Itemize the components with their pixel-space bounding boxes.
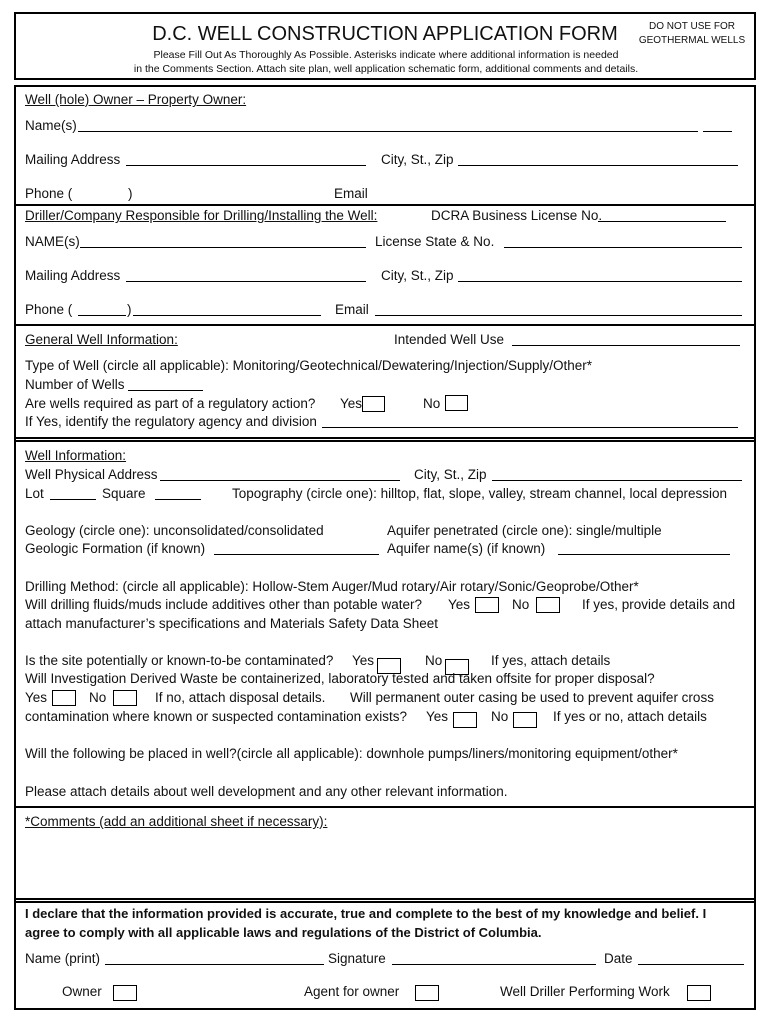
- casing-question: Will permanent outer casing be used to prevent aquifer cross: [350, 690, 714, 705]
- signature-label: Signature: [328, 951, 386, 966]
- driller-license-field[interactable]: [504, 247, 742, 248]
- regulatory-yes-label: Yes: [340, 396, 363, 411]
- section-divider: [16, 324, 755, 326]
- declaration-text-line-1: I declare that the information provided is accurate, true and complete to the best of my knowledge and belief. I: [25, 906, 707, 921]
- topography-options[interactable]: Topography (circle one): hilltop, flat, slope, valley, stream channel, local depression: [232, 486, 728, 501]
- driller-phone-label: Phone (: [25, 302, 73, 317]
- drilling-method-options[interactable]: Drilling Method: (circle all applicable): Hollow-Stem Auger/Mud rotary/Air rotary/Sonic/Geoprobe/Other*: [25, 579, 639, 594]
- regulatory-agency-field[interactable]: [322, 427, 738, 428]
- section-divider: [16, 204, 755, 206]
- comments-area[interactable]: [22, 834, 748, 894]
- idw-yes-label: Yes: [25, 690, 48, 705]
- fluids-yes-label: Yes: [448, 597, 471, 612]
- casing-no-label: No: [491, 709, 509, 724]
- intended-use-field[interactable]: [512, 345, 740, 346]
- lot-field[interactable]: [50, 499, 96, 500]
- driller-role-checkbox[interactable]: [687, 985, 711, 1001]
- driller-city-field[interactable]: [458, 281, 742, 282]
- well-info-heading: Well Information:: [25, 448, 127, 463]
- well-city-label: City, St., Zip: [414, 467, 487, 482]
- driller-role-label: Well Driller Performing Work: [500, 984, 670, 999]
- form-title: D.C. WELL CONSTRUCTION APPLICATION FORM: [152, 23, 618, 45]
- regulatory-yes-checkbox[interactable]: [362, 396, 385, 412]
- casing-question-continued: contamination where known or suspected contamination exists?: [25, 709, 407, 724]
- owner-names-extra-field[interactable]: [703, 131, 732, 132]
- geothermal-notice-line-1: DO NOT USE FOR: [649, 21, 735, 32]
- owner-role-label: Owner: [62, 984, 102, 999]
- form-instructions-line-1: Please Fill Out As Thoroughly As Possible. Asterisks indicate where additional information is needed: [153, 49, 619, 61]
- idw-question: Will Investigation Derived Waste be containerized, laboratory tested and taken offsite for proper disposal?: [25, 671, 655, 686]
- owner-mailing-field[interactable]: [126, 165, 366, 166]
- contaminated-no-label: No: [425, 653, 443, 668]
- driller-email-label: Email: [335, 302, 369, 317]
- owner-phone-close: ): [128, 186, 133, 201]
- owner-names-label: Name(s): [25, 118, 77, 133]
- general-section-heading: General Well Information:: [25, 332, 178, 347]
- owner-names-field[interactable]: [78, 131, 698, 132]
- owner-email-field[interactable]: [372, 186, 742, 204]
- owner-phone-label: Phone (: [25, 186, 73, 201]
- well-type-label[interactable]: Type of Well (circle all applicable): Monitoring/Geotechnical/Dewatering/Injection/Supply/Other*: [25, 358, 593, 373]
- number-of-wells-label: Number of Wells: [25, 377, 125, 392]
- agent-role-label: Agent for owner: [304, 984, 400, 999]
- placed-in-well-options[interactable]: Will the following be placed in well?(circle all applicable): downhole pumps/liners/monitoring equipment/other*: [25, 746, 678, 761]
- well-address-label: Well Physical Address: [25, 467, 158, 482]
- regulatory-question: Are wells required as part of a regulatory action?: [25, 396, 316, 411]
- driller-mailing-label: Mailing Address: [25, 268, 121, 283]
- driller-section-heading: Driller/Company Responsible for Drilling/Installing the Well:: [25, 208, 378, 223]
- dcra-license-label: DCRA Business License No.: [431, 208, 603, 223]
- aquifer-name-field[interactable]: [558, 554, 730, 555]
- owner-phone-field[interactable]: [80, 186, 126, 204]
- idw-no-checkbox[interactable]: [113, 690, 137, 706]
- driller-mailing-field[interactable]: [126, 281, 366, 282]
- geologic-formation-label: Geologic Formation (if known): [25, 541, 206, 556]
- fluids-yes-checkbox[interactable]: [475, 597, 499, 613]
- driller-phone-number-field[interactable]: [133, 315, 321, 316]
- owner-section-heading: Well (hole) Owner – Property Owner:: [25, 92, 247, 107]
- geologic-formation-field[interactable]: [214, 554, 379, 555]
- fluids-no-checkbox[interactable]: [536, 597, 560, 613]
- regulatory-agency-label: If Yes, identify the regulatory agency and division: [25, 414, 317, 429]
- owner-email-label: Email: [334, 186, 368, 201]
- driller-names-label: NAME(s): [25, 234, 80, 249]
- aquifer-penetrated-options[interactable]: Aquifer penetrated (circle one): single/multiple: [387, 523, 662, 538]
- geothermal-notice-line-2: GEOTHERMAL WELLS: [638, 35, 746, 46]
- idw-no-label: No: [89, 690, 107, 705]
- driller-phone-close: ): [127, 302, 132, 317]
- date-label: Date: [604, 951, 633, 966]
- lot-label: Lot: [25, 486, 44, 501]
- driller-email-field[interactable]: [375, 315, 742, 316]
- well-address-field[interactable]: [160, 480, 400, 481]
- owner-mailing-label: Mailing Address: [25, 152, 121, 167]
- dcra-license-field[interactable]: [598, 221, 726, 222]
- idw-note: If no, attach disposal details.: [155, 690, 326, 705]
- fluids-note: If yes, provide details and: [582, 597, 736, 612]
- contaminated-yes-label: Yes: [352, 653, 375, 668]
- well-city-field[interactable]: [492, 480, 742, 481]
- driller-names-field[interactable]: [80, 247, 366, 248]
- square-field[interactable]: [155, 499, 201, 500]
- regulatory-no-label: No: [423, 396, 441, 411]
- owner-city-field[interactable]: [458, 165, 738, 166]
- form-instructions-line-2: in the Comments Section. Attach site plan, well application schematic form, additional comments and details.: [133, 63, 639, 75]
- signature-field[interactable]: [392, 964, 596, 965]
- fluids-no-label: No: [512, 597, 530, 612]
- owner-role-checkbox[interactable]: [113, 985, 137, 1001]
- driller-license-label: License State & No.: [375, 234, 495, 249]
- section-divider: [16, 440, 755, 442]
- geology-options[interactable]: Geology (circle one): unconsolidated/consolidated: [25, 523, 324, 538]
- casing-yes-label: Yes: [426, 709, 449, 724]
- driller-city-label: City, St., Zip: [381, 268, 454, 283]
- agent-role-checkbox[interactable]: [415, 985, 439, 1001]
- well-development-note: Please attach details about well development and any other relevant information.: [25, 784, 508, 799]
- driller-phone-area-field[interactable]: [78, 315, 126, 316]
- section-divider: [16, 898, 755, 900]
- declaration-text-line-2: agree to comply with all applicable laws and regulations of the District of Columbia.: [25, 925, 542, 940]
- casing-no-checkbox[interactable]: [513, 712, 537, 728]
- contaminated-question: Is the site potentially or known-to-be contaminated?: [25, 653, 334, 668]
- print-name-label: Name (print): [25, 951, 101, 966]
- owner-city-label: City, St., Zip: [381, 152, 454, 167]
- square-label: Square: [102, 486, 146, 501]
- drilling-fluids-question: Will drilling fluids/muds include additives other than potable water?: [25, 597, 422, 612]
- idw-yes-checkbox[interactable]: [52, 690, 76, 706]
- date-field[interactable]: [638, 964, 744, 965]
- fluids-note-continued: attach manufacturer’s specifications and Materials Safety Data Sheet: [25, 616, 438, 631]
- casing-note: If yes or no, attach details: [553, 709, 707, 724]
- number-of-wells-field[interactable]: [128, 390, 203, 391]
- section-divider: [16, 806, 755, 808]
- contaminated-note: If yes, attach details: [491, 653, 611, 668]
- aquifer-name-label: Aquifer name(s) (if known): [387, 541, 546, 556]
- casing-yes-checkbox[interactable]: [453, 712, 477, 728]
- comments-heading: *Comments (add an additional sheet if necessary):: [25, 814, 328, 829]
- print-name-field[interactable]: [105, 964, 324, 965]
- regulatory-no-checkbox[interactable]: [445, 395, 468, 411]
- intended-use-label: Intended Well Use: [394, 332, 505, 347]
- section-divider: [16, 437, 755, 439]
- section-divider: [16, 901, 755, 903]
